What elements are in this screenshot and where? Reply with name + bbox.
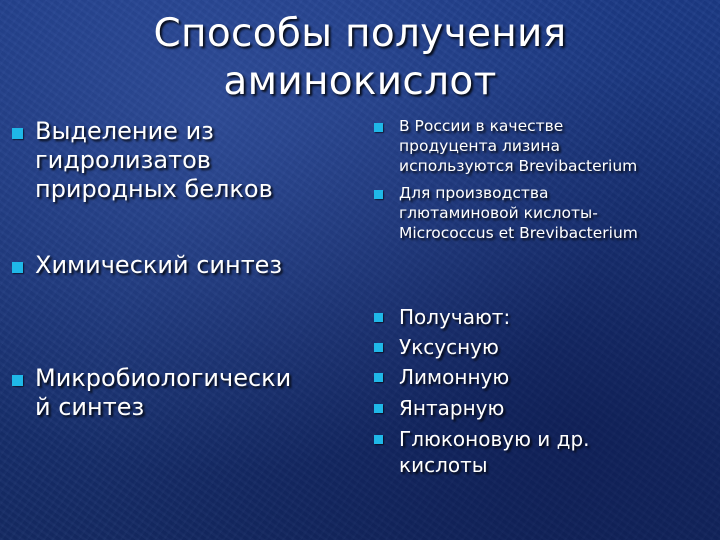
note-text: В России в качестве	[399, 117, 564, 135]
product-text: кислоты	[399, 453, 488, 477]
note-text: используются Brevibacterium	[399, 157, 638, 175]
left-item-text: природных белков	[35, 175, 273, 203]
left-item-text: Микробиологически	[35, 364, 292, 392]
left-item-text: гидролизатов	[35, 146, 211, 174]
square-bullet-icon	[12, 128, 23, 139]
left-item-text: й синтез	[35, 393, 145, 421]
square-bullet-icon	[374, 343, 383, 352]
square-bullet-icon	[374, 435, 383, 444]
product-text: Получают:	[399, 305, 511, 329]
square-bullet-icon	[12, 262, 23, 273]
square-bullet-icon	[374, 313, 383, 322]
slide-title-line-1: Способы получения	[153, 11, 567, 56]
square-bullet-icon	[374, 404, 383, 413]
square-bullet-icon	[374, 190, 383, 199]
square-bullet-icon	[374, 373, 383, 382]
product-text: Лимонную	[399, 365, 510, 389]
product-text: Янтарную	[399, 396, 505, 420]
note-text: Для производства	[399, 184, 549, 202]
product-text: Глюконовую и др.	[399, 427, 590, 451]
slide-title	[0, 10, 720, 106]
square-bullet-icon	[374, 123, 383, 132]
left-item-text: Химический синтез	[35, 251, 283, 279]
slide-title-line-2: аминокислот	[223, 59, 497, 104]
note-text: Micrococcus et Brevibacterium	[399, 224, 638, 242]
note-text: продуцента лизина	[399, 137, 560, 155]
note-text: глютаминовой кислоты-	[399, 204, 598, 222]
left-item-text: Выделение из	[35, 117, 214, 145]
square-bullet-icon	[12, 375, 23, 386]
product-text: Уксусную	[399, 335, 499, 359]
